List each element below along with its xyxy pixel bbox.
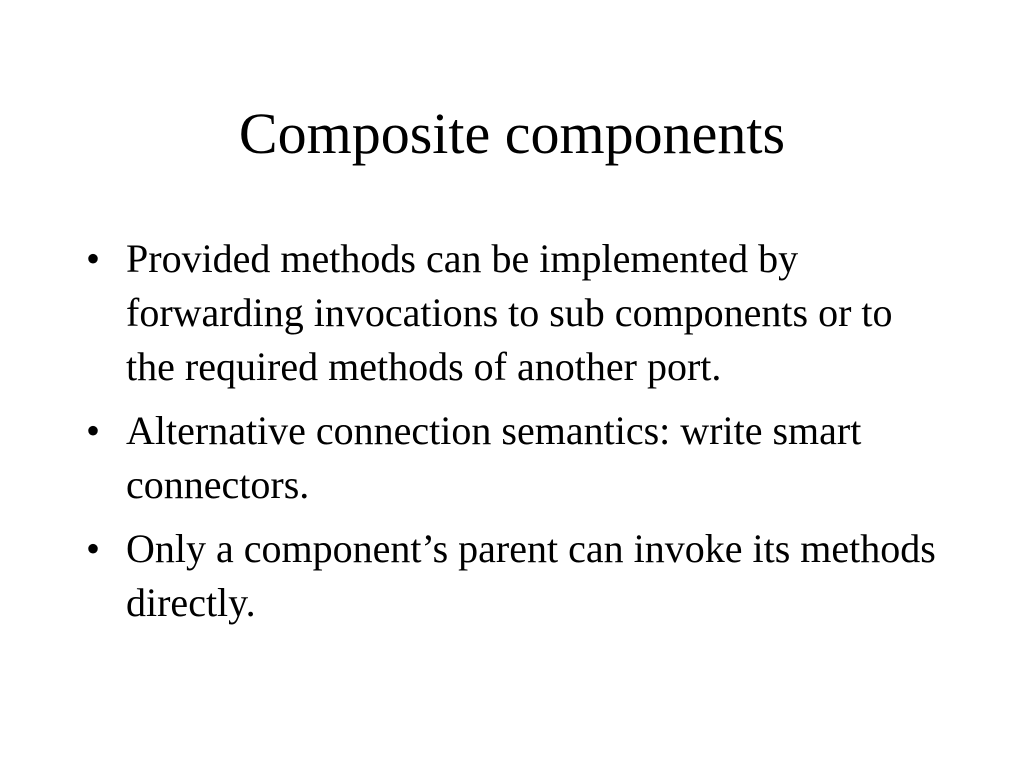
bullet-list [84, 232, 944, 640]
bullet-icon: • [86, 408, 101, 453]
bullet-text: Alternative connection semantics: write smart connectors. [126, 408, 862, 507]
bullet-text: Provided methods can be implemented by forwarding invocations to sub components or to the required methods of another port. [126, 236, 893, 389]
bullet-item [84, 404, 944, 512]
bullet-text: Only a component’s parent can invoke its methods directly. [126, 526, 936, 625]
bullet-item [84, 522, 944, 630]
bullet-icon: • [86, 236, 101, 281]
slide-title: Composite components [238, 101, 786, 166]
bullet-icon: • [86, 526, 101, 571]
bullet-item [84, 232, 944, 394]
